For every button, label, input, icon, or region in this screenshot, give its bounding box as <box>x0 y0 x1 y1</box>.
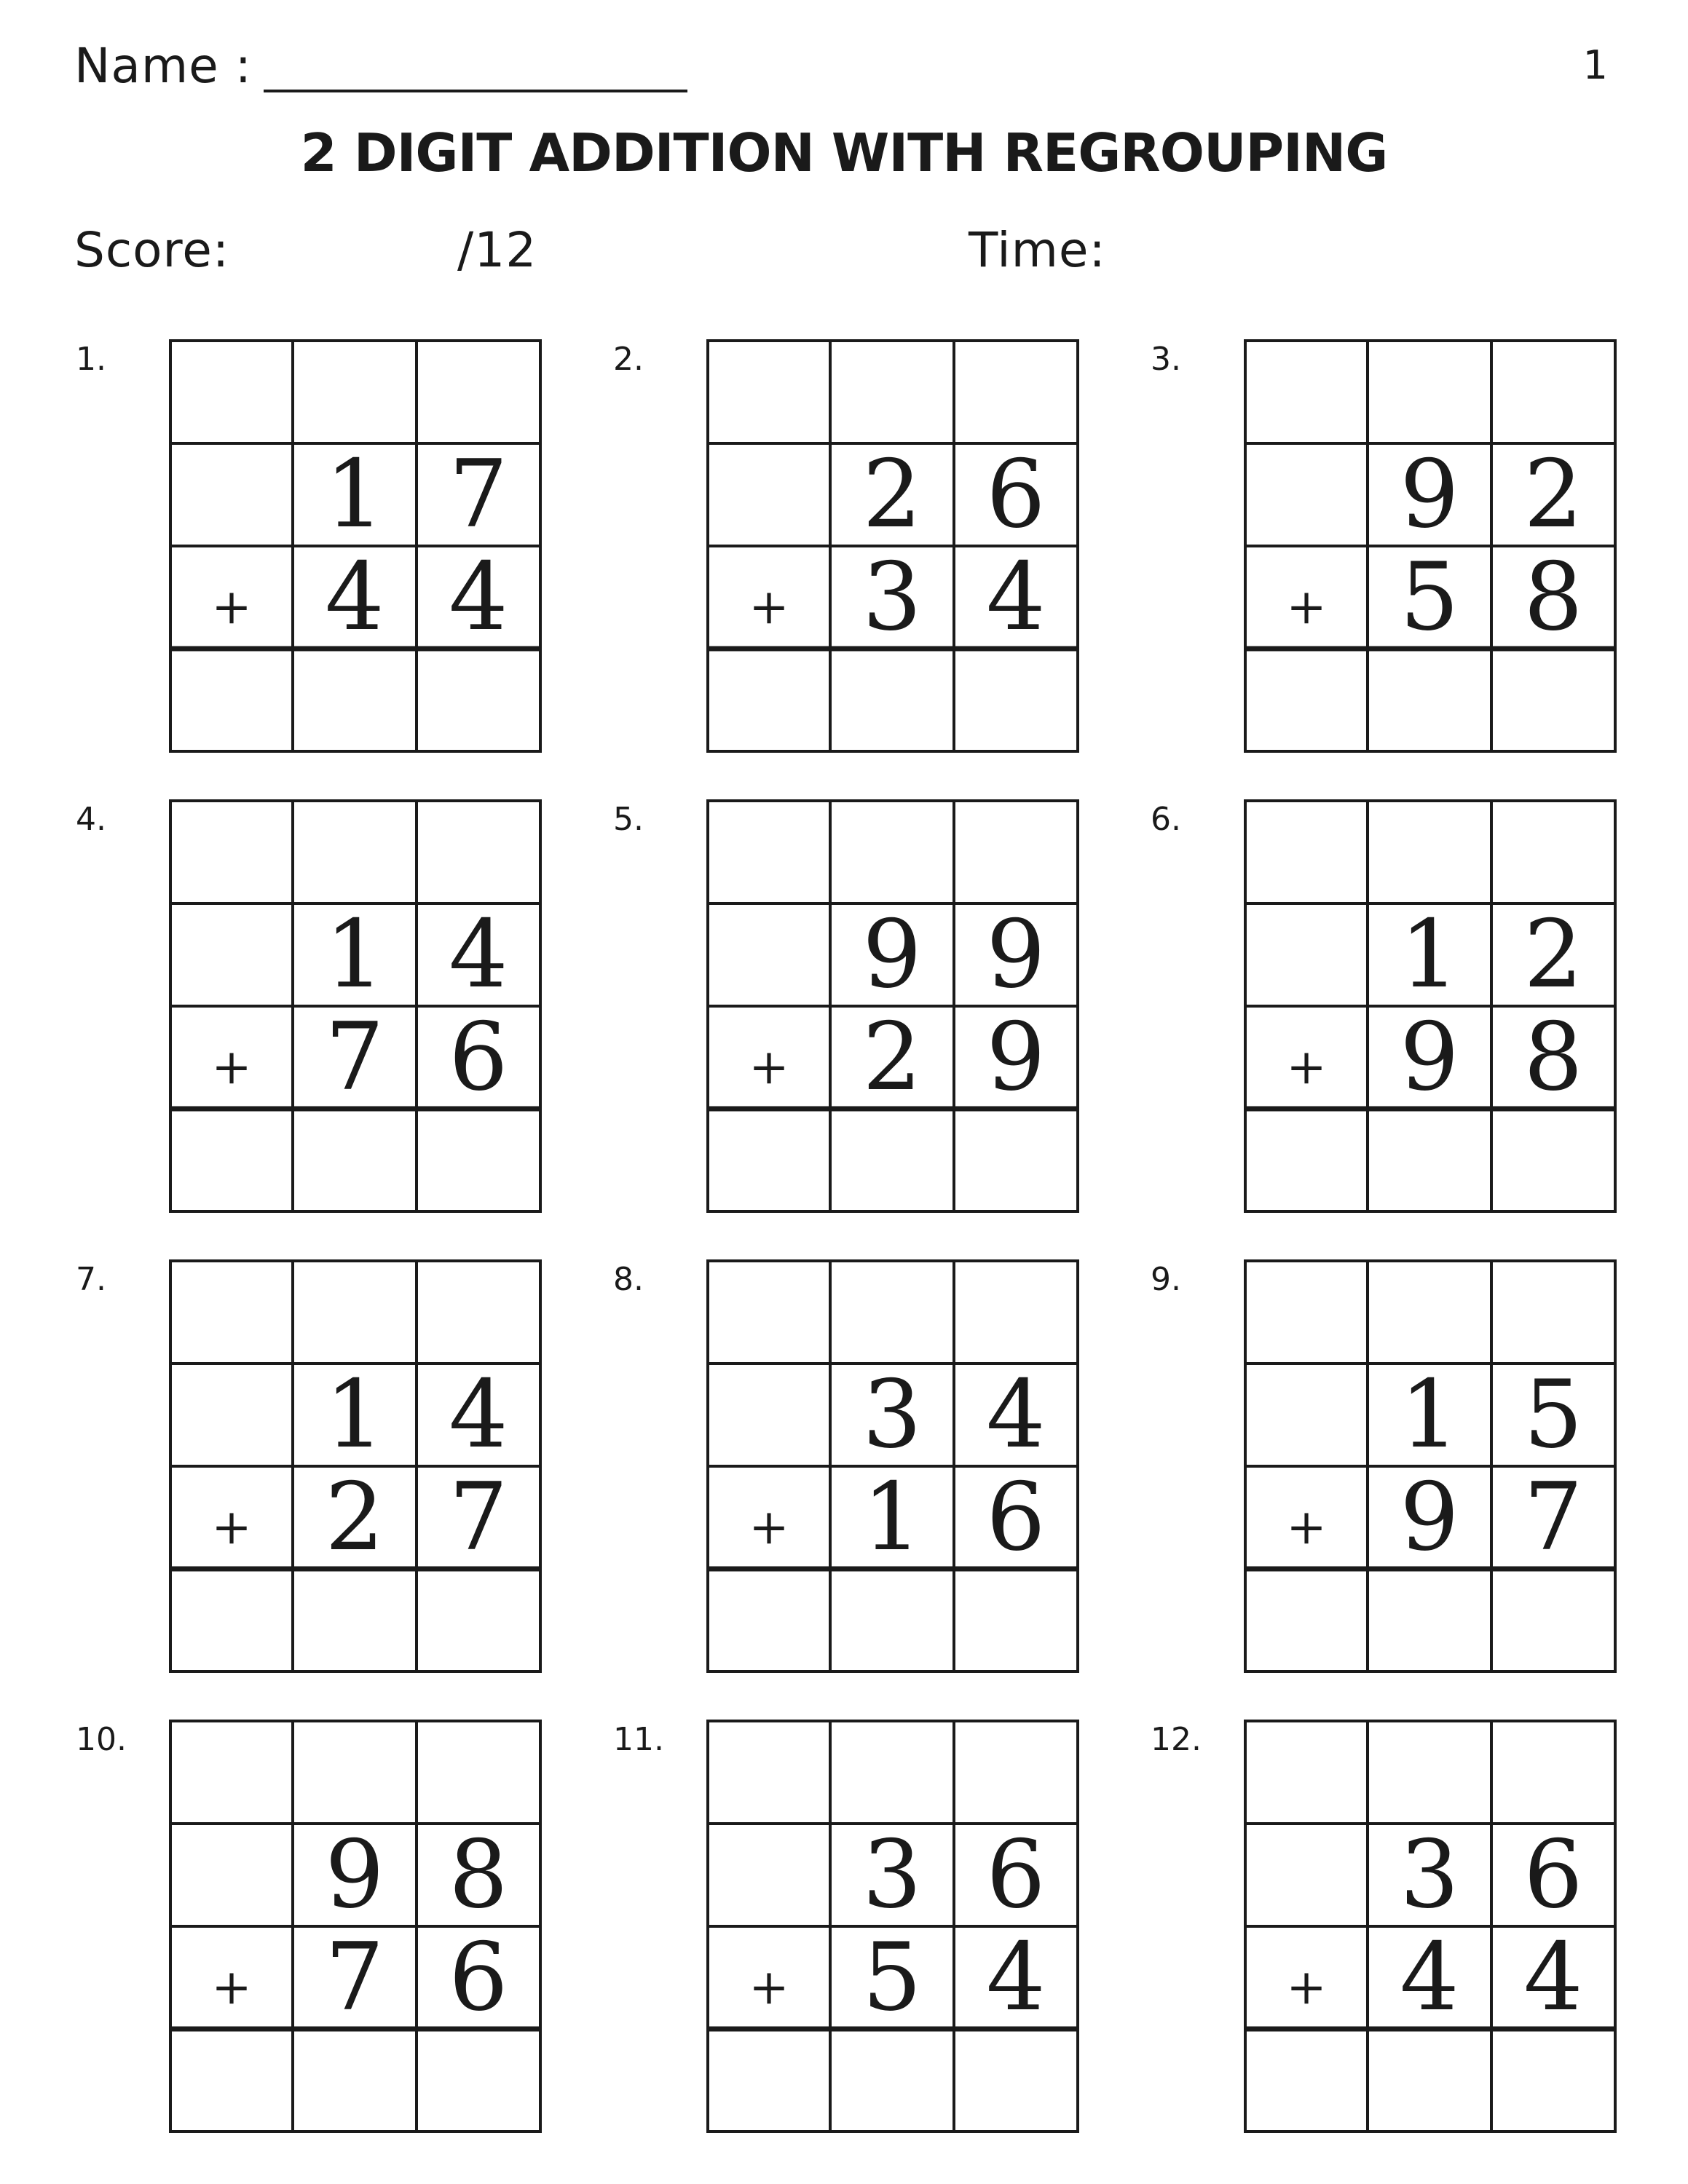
answer-ones-cell[interactable] <box>954 1109 1078 1211</box>
addition-problem-grid <box>1244 1720 1617 2133</box>
top-tens-digit: 1 <box>325 440 384 549</box>
top-tens-digit: 1 <box>325 1360 384 1469</box>
answer-hundreds-cell[interactable] <box>708 1569 830 1671</box>
problem-number: 4. <box>76 801 106 838</box>
top-ones-digit: 4 <box>449 1360 508 1469</box>
plus-sign: + <box>211 579 252 635</box>
plus-sign: + <box>211 1499 252 1555</box>
problem-number: 12. <box>1151 1721 1202 1758</box>
answer-ones-cell[interactable] <box>417 1109 540 1211</box>
carry-cell[interactable] <box>170 1261 293 1364</box>
top-ones-digit: 6 <box>1523 1820 1583 1929</box>
carry-cell[interactable] <box>1491 1721 1615 1824</box>
bottom-ones-digit: 4 <box>986 542 1046 652</box>
problem-number: 10. <box>76 1721 127 1758</box>
carry-cell[interactable] <box>170 801 293 903</box>
carry-cell[interactable] <box>708 801 830 903</box>
bottom-tens-digit: 1 <box>862 1463 922 1572</box>
top-ones-digit: 9 <box>986 900 1046 1009</box>
answer-hundreds-cell[interactable] <box>708 649 830 751</box>
carry-cell[interactable] <box>1245 341 1368 443</box>
answer-tens-cell[interactable] <box>293 2029 417 2132</box>
carry-cell[interactable] <box>708 341 830 443</box>
bottom-ones-digit: 6 <box>449 1002 508 1112</box>
bottom-tens-digit: 3 <box>862 542 922 652</box>
carry-cell[interactable] <box>1368 341 1491 443</box>
addition-problem-grid <box>169 339 542 753</box>
carry-cell[interactable] <box>1368 1261 1491 1364</box>
addition-problem-grid <box>169 1720 542 2133</box>
problem-number: 2. <box>613 341 644 378</box>
carry-cell[interactable] <box>708 1261 830 1364</box>
top-tens-digit: 1 <box>1400 900 1459 1009</box>
bottom-tens-digit: 5 <box>1400 542 1459 652</box>
addition-problem-grid <box>706 339 1079 753</box>
top-tens-digit: 2 <box>862 440 922 549</box>
problem-number: 1. <box>76 341 106 378</box>
carry-cell[interactable] <box>1245 1261 1368 1364</box>
plus-sign: + <box>1286 1959 1327 2015</box>
empty-cell <box>170 903 293 1006</box>
answer-ones-cell[interactable] <box>954 2029 1078 2132</box>
answer-hundreds-cell[interactable] <box>1245 1109 1368 1211</box>
carry-cell[interactable] <box>293 1721 417 1824</box>
carry-cell[interactable] <box>830 341 954 443</box>
name-label: Name : <box>74 38 252 94</box>
top-tens-digit: 9 <box>862 900 922 1009</box>
carry-cell[interactable] <box>954 1721 1078 1824</box>
answer-tens-cell[interactable] <box>293 1109 417 1211</box>
carry-cell[interactable] <box>954 1261 1078 1364</box>
plus-sign: + <box>749 1039 789 1095</box>
plus-sign: + <box>1286 579 1327 635</box>
carry-cell[interactable] <box>1245 1721 1368 1824</box>
name-answer-line[interactable] <box>264 90 687 92</box>
carry-cell[interactable] <box>830 1721 954 1824</box>
addition-problem-grid <box>1244 799 1617 1213</box>
carry-cell[interactable] <box>293 341 417 443</box>
problem-number: 6. <box>1151 801 1181 838</box>
answer-tens-cell[interactable] <box>293 1569 417 1671</box>
top-tens-digit: 9 <box>1400 440 1459 549</box>
empty-cell <box>170 1824 293 1926</box>
answer-hundreds-cell[interactable] <box>708 2029 830 2132</box>
answer-tens-cell[interactable] <box>1368 1569 1491 1671</box>
carry-cell[interactable] <box>830 1261 954 1364</box>
bottom-ones-digit: 7 <box>1523 1463 1583 1572</box>
plus-sign: + <box>211 1039 252 1095</box>
carry-cell[interactable] <box>417 341 540 443</box>
answer-tens-cell[interactable] <box>830 1569 954 1671</box>
problem-number: 9. <box>1151 1261 1181 1298</box>
plus-sign: + <box>211 1959 252 2015</box>
plus-sign: + <box>1286 1039 1327 1095</box>
top-tens-digit: 3 <box>1400 1820 1459 1929</box>
score-total: /12 <box>457 222 537 278</box>
bottom-tens-digit: 2 <box>862 1002 922 1112</box>
answer-hundreds-cell[interactable] <box>170 2029 293 2132</box>
bottom-tens-digit: 7 <box>325 1002 384 1112</box>
answer-hundreds-cell[interactable] <box>170 1569 293 1671</box>
carry-cell[interactable] <box>954 801 1078 903</box>
answer-hundreds-cell[interactable] <box>708 1109 830 1211</box>
bottom-tens-digit: 4 <box>325 542 384 652</box>
answer-ones-cell[interactable] <box>417 649 540 751</box>
bottom-tens-digit: 4 <box>1400 1923 1459 2032</box>
top-ones-digit: 8 <box>449 1820 508 1929</box>
addition-problem-grid <box>1244 339 1617 753</box>
carry-cell[interactable] <box>417 801 540 903</box>
top-ones-digit: 4 <box>986 1360 1046 1469</box>
addition-problem-grid <box>169 799 542 1213</box>
score-label: Score: <box>74 222 230 278</box>
answer-tens-cell[interactable] <box>830 2029 954 2132</box>
carry-cell[interactable] <box>417 1721 540 1824</box>
answer-tens-cell[interactable] <box>1368 649 1491 751</box>
bottom-ones-digit: 8 <box>1523 1002 1583 1112</box>
bottom-ones-digit: 6 <box>449 1923 508 2032</box>
bottom-tens-digit: 2 <box>325 1463 384 1572</box>
empty-cell <box>1245 903 1368 1006</box>
top-tens-digit: 3 <box>862 1360 922 1469</box>
answer-hundreds-cell[interactable] <box>1245 649 1368 751</box>
bottom-tens-digit: 7 <box>325 1923 384 2032</box>
time-label: Time: <box>969 222 1106 278</box>
bottom-tens-digit: 9 <box>1400 1002 1459 1112</box>
answer-hundreds-cell[interactable] <box>1245 2029 1368 2132</box>
addition-problem-grid <box>169 1259 542 1673</box>
bottom-tens-digit: 5 <box>862 1923 922 2032</box>
answer-ones-cell[interactable] <box>954 649 1078 751</box>
carry-cell[interactable] <box>1491 341 1615 443</box>
empty-cell <box>1245 1364 1368 1466</box>
problem-number: 7. <box>76 1261 106 1298</box>
answer-ones-cell[interactable] <box>417 2029 540 2132</box>
carry-cell[interactable] <box>170 341 293 443</box>
answer-ones-cell[interactable] <box>417 1569 540 1671</box>
carry-cell[interactable] <box>293 801 417 903</box>
carry-cell[interactable] <box>417 1261 540 1364</box>
problem-number: 3. <box>1151 341 1181 378</box>
bottom-ones-digit: 9 <box>986 1002 1046 1112</box>
addition-problem-grid <box>706 1259 1079 1673</box>
bottom-tens-digit: 9 <box>1400 1463 1459 1572</box>
carry-cell[interactable] <box>1245 801 1368 903</box>
plus-sign: + <box>749 1499 789 1555</box>
carry-cell[interactable] <box>293 1261 417 1364</box>
answer-tens-cell[interactable] <box>1368 1109 1491 1211</box>
carry-cell[interactable] <box>830 801 954 903</box>
answer-hundreds-cell[interactable] <box>170 1109 293 1211</box>
addition-problem-grid <box>706 1720 1079 2133</box>
bottom-ones-digit: 8 <box>1523 542 1583 652</box>
top-ones-digit: 4 <box>449 900 508 1009</box>
plus-sign: + <box>1286 1499 1327 1555</box>
page-number: 1 <box>1582 42 1608 88</box>
answer-ones-cell[interactable] <box>1491 1569 1615 1671</box>
empty-cell <box>1245 1824 1368 1926</box>
carry-cell[interactable] <box>170 1721 293 1824</box>
empty-cell <box>708 1364 830 1466</box>
top-ones-digit: 2 <box>1523 900 1583 1009</box>
top-ones-digit: 6 <box>986 1820 1046 1929</box>
top-ones-digit: 6 <box>986 440 1046 549</box>
problem-number: 8. <box>613 1261 644 1298</box>
answer-ones-cell[interactable] <box>954 1569 1078 1671</box>
bottom-ones-digit: 4 <box>1523 1923 1583 2032</box>
worksheet-title: 2 DIGIT ADDITION WITH REGROUPING <box>300 122 1388 183</box>
answer-ones-cell[interactable] <box>1491 2029 1615 2132</box>
problem-number: 11. <box>613 1721 664 1758</box>
addition-problem-grid <box>706 799 1079 1213</box>
top-tens-digit: 3 <box>862 1820 922 1929</box>
empty-cell <box>708 903 830 1006</box>
carry-cell[interactable] <box>954 341 1078 443</box>
carry-cell[interactable] <box>1491 1261 1615 1364</box>
empty-cell <box>708 1824 830 1926</box>
empty-cell <box>170 1364 293 1466</box>
top-ones-digit: 5 <box>1523 1360 1583 1469</box>
top-tens-digit: 1 <box>325 900 384 1009</box>
carry-cell[interactable] <box>1368 1721 1491 1824</box>
empty-cell <box>170 443 293 546</box>
top-tens-digit: 1 <box>1400 1360 1459 1469</box>
answer-ones-cell[interactable] <box>1491 649 1615 751</box>
bottom-ones-digit: 7 <box>449 1463 508 1572</box>
top-tens-digit: 9 <box>325 1820 384 1929</box>
answer-ones-cell[interactable] <box>1491 1109 1615 1211</box>
problem-number: 5. <box>613 801 644 838</box>
bottom-ones-digit: 6 <box>986 1463 1046 1572</box>
bottom-ones-digit: 4 <box>449 542 508 652</box>
top-ones-digit: 7 <box>449 440 508 549</box>
carry-cell[interactable] <box>1368 801 1491 903</box>
answer-hundreds-cell[interactable] <box>170 649 293 751</box>
answer-tens-cell[interactable] <box>1368 2029 1491 2132</box>
addition-problem-grid <box>1244 1259 1617 1673</box>
bottom-ones-digit: 4 <box>986 1923 1046 2032</box>
top-ones-digit: 2 <box>1523 440 1583 549</box>
carry-cell[interactable] <box>1491 801 1615 903</box>
empty-cell <box>708 443 830 546</box>
answer-tens-cell[interactable] <box>293 649 417 751</box>
carry-cell[interactable] <box>708 1721 830 1824</box>
answer-hundreds-cell[interactable] <box>1245 1569 1368 1671</box>
plus-sign: + <box>749 579 789 635</box>
empty-cell <box>1245 443 1368 546</box>
answer-tens-cell[interactable] <box>830 649 954 751</box>
plus-sign: + <box>749 1959 789 2015</box>
answer-tens-cell[interactable] <box>830 1109 954 1211</box>
